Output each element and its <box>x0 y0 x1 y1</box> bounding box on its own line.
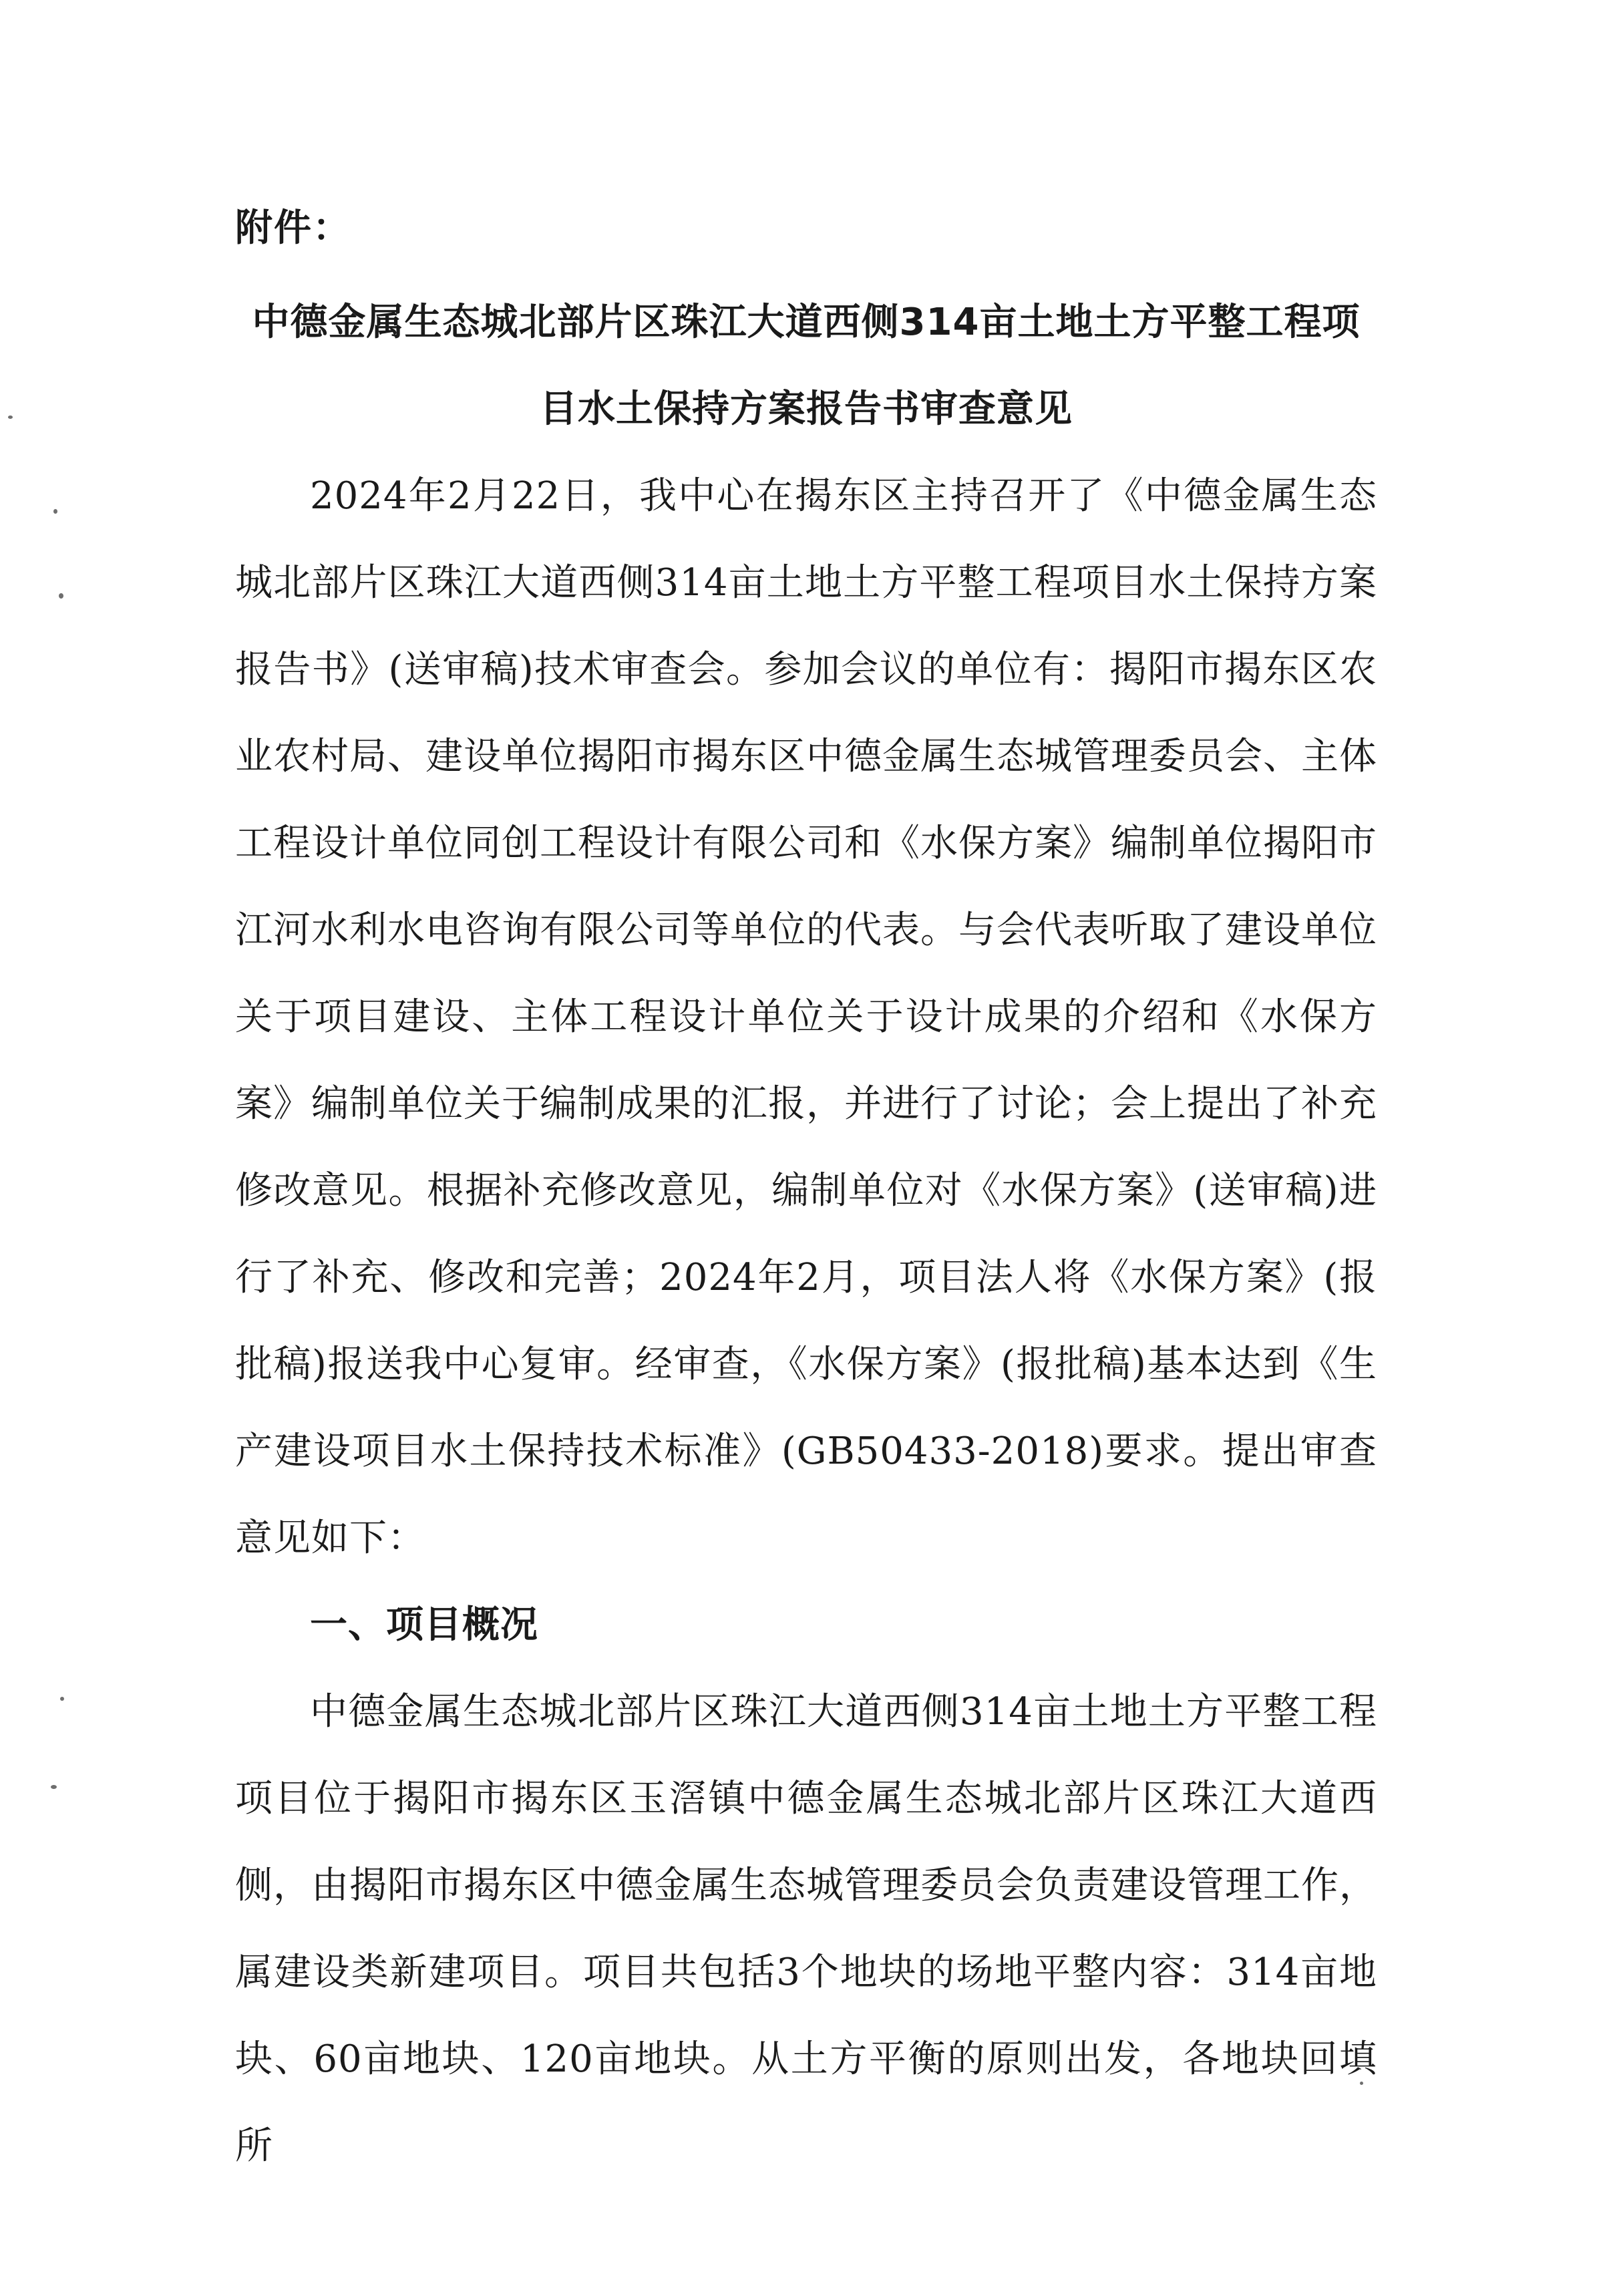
document-body <box>235 200 1377 2190</box>
project-overview-paragraph: 中德金属生态城北部片区珠江大道西侧314亩土地土方平整工程项目位于揭阳市揭东区玉滘镇中德金属生态城北部片区珠江大道西侧，由揭阳市揭东区中德金属生态城管理委员会负责建设管理工作，属建设类新建项目。项目共包括3个地块的场地平整内容：314亩地块、60亩地块、120亩地块。从土方平衡的原则出发，各地块回填所 <box>235 1690 1377 2168</box>
scan-speck <box>53 509 57 514</box>
scan-speck <box>8 416 13 419</box>
document-title-line-1: 中德金属生态城北部片区珠江大道西侧314亩土地土方平整工程项 <box>252 301 1361 344</box>
scan-speck <box>59 593 63 599</box>
scan-speck <box>51 1785 57 1789</box>
attachment-label: 附件： <box>235 206 351 250</box>
section-heading-project-overview: 一、项目概况 <box>310 1603 538 1647</box>
intro-paragraph: 2024年2月22日，我中心在揭东区主持召开了《中德金属生态城北部片区珠江大道西侧314亩土地土方平整工程项目水土保持方案报告书》(送审稿)技术审查会。参加会议的单位有：揭阳市揭东区农业农村局、建设单位揭阳市揭东区中德金属生态城管理委员会、主体工程设计单位同创工程设计有限公司和《水保方案》编制单位揭阳市江河水利水电咨询有限公司等单位的代表。与会代表听取了建设单位关于项目建设、主体工程设计单位关于设计成果的介绍和《水保方案》编制单位关于编制成果的汇报，并进行了讨论；会上提出了补充修改意见。根据补充修改意见，编制单位对《水保方案》(送审稿)进行了补充、修改和完善；2024年2月，项目法人将《水保方案》(报批稿)报送我中心复审。经审查，《水保方案》(报批稿)基本达到《生产建设项目水土保持技术标准》(GB50433-2018)要求。提出审查意见如下： <box>235 474 1377 1560</box>
document-title-line-2: 目水土保持方案报告书审查意见 <box>540 387 1073 431</box>
scan-speck <box>60 1697 64 1701</box>
